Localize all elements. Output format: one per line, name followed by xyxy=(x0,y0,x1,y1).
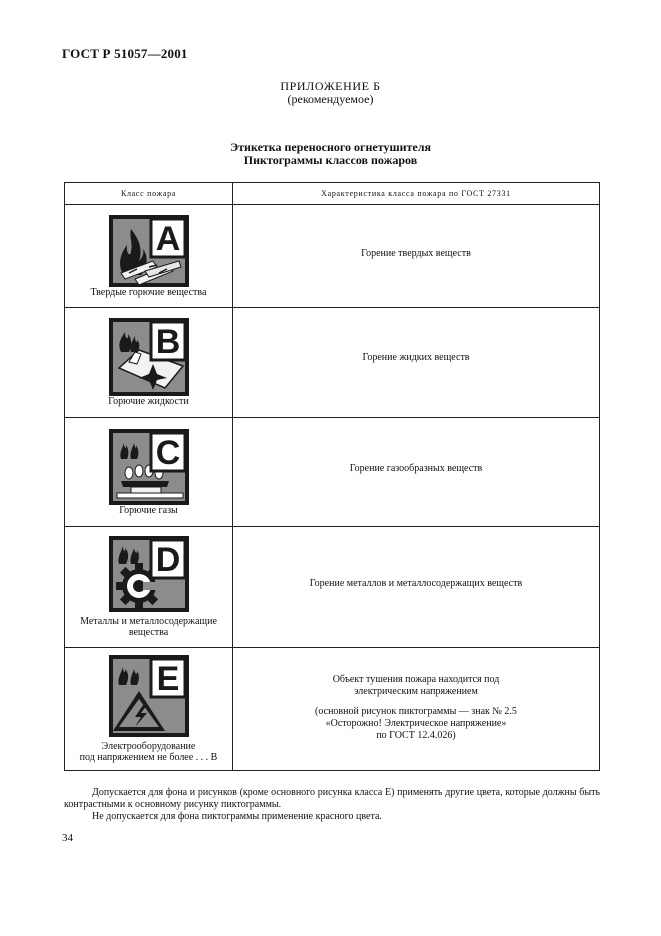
class-letter: A xyxy=(155,219,180,258)
class-letter: B xyxy=(155,323,180,361)
characteristic-text-line: Объект тушения пожара находится под xyxy=(332,674,500,685)
metal-gear-fire-icon xyxy=(109,536,189,612)
gas-burner-fire-icon xyxy=(109,429,189,505)
footnotes xyxy=(64,787,600,823)
note-paragraph: Допускается для фона и рисунков (кроме основного рисунка класса Е) применять другие цвета, которые должны быть контрастными к основному рисунку пиктограммы. xyxy=(64,787,600,810)
pictogram-cell xyxy=(65,308,233,418)
characteristic-note-line: «Осторожно! Электрическое напряжение» xyxy=(325,718,507,729)
characteristic-cell xyxy=(233,418,600,527)
characteristic-cell xyxy=(233,205,600,308)
pictogram-caption: Горючие жидкости xyxy=(108,396,189,407)
class-letter: D xyxy=(155,541,180,579)
table-header-row xyxy=(65,183,600,205)
pictogram-caption xyxy=(65,616,232,638)
col-header-characteristic: Характеристика класса пожара по ГОСТ 27331 xyxy=(233,183,600,205)
pictogram-caption: Твердые горючие вещества xyxy=(90,286,207,298)
pictogram-caption xyxy=(65,741,232,763)
characteristic-text: Горение металлов и металлосодержащих веществ xyxy=(309,578,523,589)
electric-hazard-fire-icon xyxy=(109,655,189,737)
pictogram-caption-line: вещества xyxy=(128,627,169,638)
characteristic-note-line: (основной рисунок пиктограммы — знак № 2.5 xyxy=(315,706,517,717)
appendix-title: ПРИЛОЖЕНИЕ Б xyxy=(280,79,381,93)
fire-class-table xyxy=(64,182,600,771)
pictogram-caption-line: под напряжением не более . . . В xyxy=(79,752,218,763)
pictogram-cell xyxy=(65,527,233,648)
characteristic-text: Горение твердых веществ xyxy=(361,248,471,259)
heading-line-2: Пиктограммы классов пожаров xyxy=(243,153,418,167)
characteristic-note-line: по ГОСТ 12.4.026) xyxy=(376,730,456,741)
table-row xyxy=(65,527,600,648)
characteristic-text-line: электрическим напряжением xyxy=(354,686,478,697)
solid-fuel-fire-icon xyxy=(109,215,189,287)
section-heading xyxy=(0,141,661,167)
characteristic-text: Горение газообразных веществ xyxy=(349,463,483,474)
characteristic-cell xyxy=(233,648,600,771)
table-row xyxy=(65,418,600,527)
document-code: ГОСТ Р 51057—2001 xyxy=(62,46,188,61)
class-letter: E xyxy=(156,660,179,698)
liquid-canister-fire-icon xyxy=(109,318,189,396)
characteristic-cell xyxy=(233,527,600,648)
pictogram-cell xyxy=(65,418,233,527)
characteristic-text: Горение жидких веществ xyxy=(362,352,470,363)
col-header-fire-class: Класс пожара xyxy=(65,183,233,205)
pictogram-caption-line: Электрооборудование xyxy=(101,741,196,752)
pictogram-cell xyxy=(65,205,233,308)
heading-line-1: Этикетка переносного огнетушителя xyxy=(230,140,431,154)
table-row xyxy=(65,205,600,308)
table-row xyxy=(65,648,600,771)
pictogram-caption: Горючие газы xyxy=(119,504,178,516)
characteristic-cell xyxy=(233,308,600,418)
note-paragraph: Не допускается для фона пиктограммы применение красного цвета. xyxy=(92,811,382,822)
appendix-subtitle: (рекомендуемое) xyxy=(287,92,374,106)
table-row xyxy=(65,308,600,418)
pictogram-cell xyxy=(65,648,233,771)
class-letter: C xyxy=(155,433,180,472)
appendix-heading xyxy=(0,80,661,106)
pictogram-caption-line: Металлы и металлосодержащие xyxy=(80,616,217,627)
page-number: 34 xyxy=(62,832,73,844)
